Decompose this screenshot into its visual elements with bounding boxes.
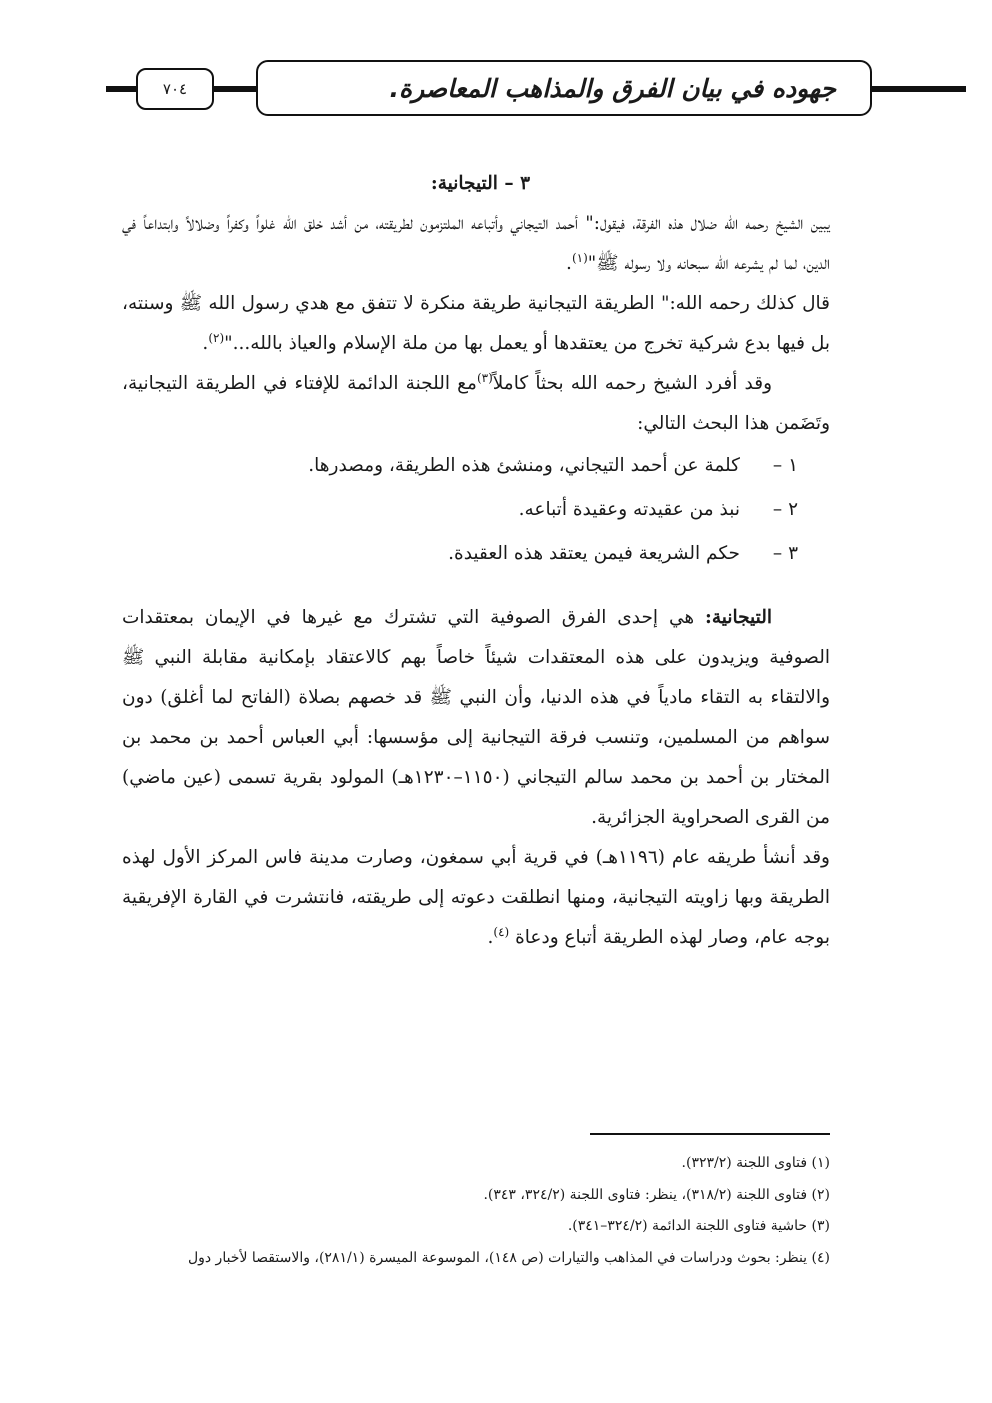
footnote-separator bbox=[590, 1133, 830, 1135]
list-item-number: ١ – bbox=[772, 455, 798, 476]
definition-term: التيجانية: bbox=[705, 607, 772, 628]
list-item-number: ٣ – bbox=[772, 543, 798, 564]
paragraph-3 bbox=[122, 364, 830, 444]
list-item bbox=[122, 488, 830, 532]
paragraph-1-text: يبين الشيخ رحمه الله ضلال هذه الفرقة، فيقول:" أحمد التيجاني وأتباعه الملتزمون لطريقته، من أشد خلق الله غلواً وكفراً وضلالاً وابتداعاً في الدين، لما لم يشرعه الله سبحانه ولا رسوله ﷺ" bbox=[122, 213, 830, 274]
list-item bbox=[122, 532, 830, 576]
paragraph-1: يبين الشيخ رحمه الله ضلال هذه الفرقة، فيقول:" أحمد التيجاني وأتباعه الملتزمون لطريقته، من أشد خلق الله غلواً وكفراً وضلالاً وابتداعاً في الدين، لما لم يشرعه الله سبحانه ولا رسوله ﷺ"$^{(١)}$. bbox=[122, 213, 830, 274]
running-title-box bbox=[256, 60, 872, 116]
list-item-text: كلمة عن أحمد التيجاني، ومنشئ هذه الطريقة، ومصدرها. bbox=[308, 455, 740, 476]
paragraph-5-text: وقد أنشأ طريقه عام (١١٩٦هـ) في قرية أبي سمغون، وصارت مدينة فاس المركز الأول لهذه الطريقة وبها زاويته التيجانية، ومنها انطلقت دعوته إلى طريقته، فانتشرت في القارة الإفريقية بوجه عام، وصار لهذه الطريقة أتباع ودعاة bbox=[122, 847, 830, 948]
main-content bbox=[122, 164, 830, 958]
paragraph-3-text-b: مع اللجنة الدائمة للإفتاء في الطريقة التيجانية، وتَضَمن هذا البحث التالي: bbox=[122, 373, 830, 434]
footnote-2: (٢) فتاوى اللجنة (٣١٨/٢)، ينظر: فتاوى اللجنة (٣٢٤/٢، ٣٤٣). bbox=[483, 1186, 830, 1203]
list-item-text: حكم الشريعة فيمن يعتقد هذه العقيدة. bbox=[448, 543, 740, 564]
footnote-ref-2: (٢) bbox=[208, 330, 225, 345]
section-heading: ٣ – التيجانية: bbox=[430, 173, 530, 194]
list-item-number: ٢ – bbox=[772, 499, 798, 520]
paragraph-2-text: قال كذلك رحمه الله:" الطريقة التيجانية طريقة منكرة لا تتفق مع هدي رسول الله ﷺ وسنته، بل فيها بدع شركية تخرج من يعتقدها أو يعمل بها من ملة الإسلام والعياذ بالله..." bbox=[122, 293, 830, 354]
list-item-text: نبذ من عقيدته وعقيدة أتباعه. bbox=[518, 499, 740, 520]
definition-text: هي إحدى الفرق الصوفية التي تشترك مع غيرها في الإيمان بمعتقدات الصوفية ويزيدون على هذه المعتقدات شيئاً خاصاً بهم كالاعتقاد بإمكانية مقابلة النبي ﷺ والالتقاء به التقاء مادياً في هذه الدنيا، وأن النبي ﷺ قد خصهم بصلاة (الفاتح لما أغلق) دون سواهم من المسلمين، وتنسب فرقة التيجانية إلى مؤسسها: أبي العباس أحمد بن محمد بن المختار بن أحمد بن محمد سالم التيجاني (١١٥٠–١٢٣٠هـ) المولود بقرية تسمى (عين ماضي) من القرى الصحراوية الجزائرية. bbox=[122, 607, 831, 828]
list-item bbox=[122, 444, 830, 488]
topics-list bbox=[122, 444, 830, 576]
definition-paragraph bbox=[122, 598, 830, 838]
footnote-4: (٤) ينظر: بحوث ودراسات في المذاهب والتيارات (ص ١٤٨)، الموسوعة الميسرة (٢٨١/١)، والاستقصا لأخبار دول bbox=[187, 1249, 830, 1266]
page-number: ٧٠٤ bbox=[162, 80, 188, 98]
page-number-box bbox=[136, 68, 214, 110]
footnote-ref-1: (١) bbox=[571, 250, 588, 265]
footnotes bbox=[112, 1148, 830, 1274]
paragraph-5: وقد أنشأ طريقه عام (١١٩٦هـ) في قرية أبي سمغون، وصارت مدينة فاس المركز الأول لهذه الطريقة وبها زاويته التيجانية، ومنها انطلقت دعوته إلى طريقته، فانتشرت في القارة الإفريقية بوجه عام، وصار لهذه الطريقة أتباع ودعاة $^{(٤)}$. bbox=[122, 847, 830, 948]
footnote-3: (٣) حاشية فتاوى اللجنة الدائمة (٣٢٤/٢–٣٤١). bbox=[567, 1218, 830, 1234]
footnote-1: (١) فتاوى اللجنة (٣٢٣/٢). bbox=[681, 1155, 830, 1171]
footnote-ref-4: (٤) bbox=[493, 924, 510, 939]
paragraph-3-text-a: وقد أفرد الشيخ رحمه الله بحثاً كاملاً bbox=[492, 373, 773, 394]
footnote-ref-3: (٣) bbox=[476, 370, 493, 385]
paragraph-2: قال كذلك رحمه الله:" الطريقة التيجانية طريقة منكرة لا تتفق مع هدي رسول الله ﷺ وسنته، بل فيها بدع شركية تخرج من يعتقدها أو يعمل بها من ملة الإسلام والعياذ بالله..."$^{(٢)}$. bbox=[122, 293, 830, 354]
running-title: جهوده في بيان الفرق والمذاهب المعاصرة. bbox=[389, 73, 836, 103]
